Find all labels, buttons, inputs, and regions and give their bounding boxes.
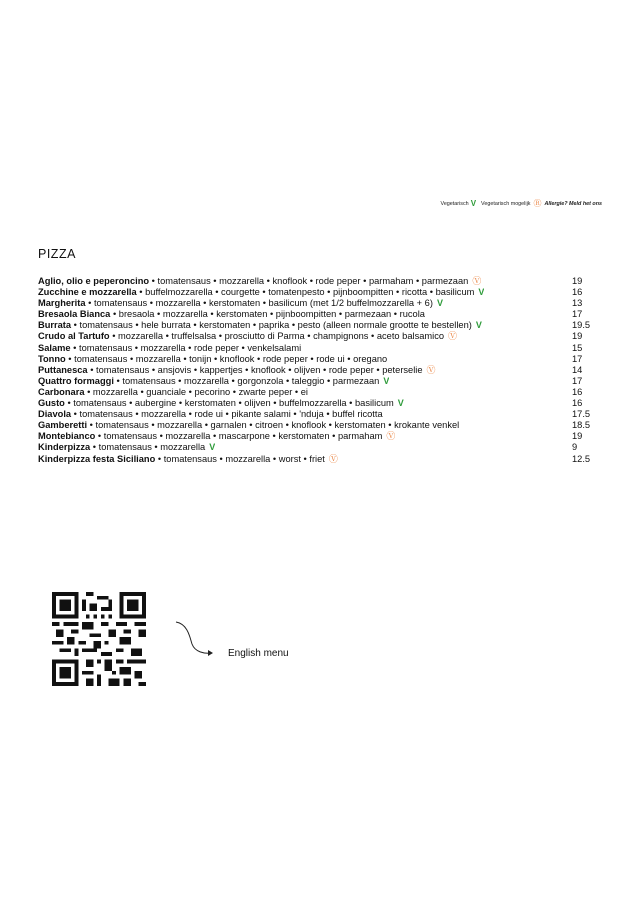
menu-item-price: 16 [572, 386, 583, 397]
menu-item-name: Salame [38, 342, 71, 353]
vegetarian-icon: V [436, 298, 443, 309]
menu-item-name: Diavola [38, 409, 72, 420]
menu-item-description: Tonno • tomatensaus • mozzarella • tonijn • knoflook • rode peper • rode ui • oregano [38, 353, 388, 364]
legend-allergy: Allergie? Meld het ons [544, 200, 602, 207]
menu-item-name: Crudo al Tartufo [38, 331, 110, 342]
menu-item-name: Kinderpizza festa Siciliano [38, 453, 156, 464]
vegetarian-option-icon: Ⓥ [386, 431, 396, 442]
menu-item-description: Quattro formaggi • tomatensaus • mozzarella • gorgonzola • taleggio • parmezaan V [38, 375, 390, 386]
menu-item-ingredients: tomatensaus • mozzarella • worst • friet [163, 453, 325, 464]
menu-item-description: Aglio, olio e peperoncino • tomatensaus • mozzarella • knoflook • rode peper • parmaham • parmezaan Ⓥ [38, 276, 482, 286]
menu-item [38, 320, 602, 331]
arrow-icon [174, 620, 218, 660]
menu-item [38, 276, 602, 287]
qr-code-icon[interactable] [52, 592, 146, 686]
menu-item-description: Carbonara • mozzarella • guanciale • pecorino • zwarte peper • ei [38, 386, 308, 397]
legend-vegetarian: Vegetarisch [440, 200, 469, 207]
menu-item-name: Aglio, olio e peperoncino [38, 276, 150, 286]
menu-item-ingredients: mozzarella • truffelsalsa • prosciutto di Parma • champignons • aceto balsamico [118, 331, 445, 342]
menu-item-price: 18.5 [572, 420, 591, 431]
menu-item-name: Tonno [38, 353, 66, 364]
menu-item-description: Bresaola Bianca • bresaola • mozzarella • kerstomaten • pijnboompitten • parmezaan • rucola [38, 309, 425, 320]
menu-item [38, 442, 602, 453]
menu-item-name: Bresaola Bianca [38, 309, 111, 320]
menu-item-ingredients: tomatensaus • mozzarella • knoflook • rode peper • parmaham • parmezaan [157, 276, 469, 286]
menu-item [38, 309, 602, 320]
vegetarian-option-icon: Ⓡ [533, 199, 542, 208]
menu-item-price: 17 [572, 375, 583, 386]
section-title: PIZZA [38, 247, 76, 261]
menu-item-name: Gusto [38, 398, 65, 409]
menu-item-price: 19.5 [572, 320, 591, 331]
vegetarian-icon: V [470, 199, 477, 208]
vegetarian-icon: V [383, 375, 390, 386]
menu-item-description: Gamberetti • tomatensaus • mozzarella • garnalen • citroen • knoflook • kerstomaten • krokante venkel [38, 420, 460, 431]
menu-item-description: Zucchine e mozzarella • buffelmozzarella • courgette • tomatenpesto • pijnboompitten • ricotta • basilicum V [38, 287, 485, 298]
menu-item-ingredients: tomatensaus • mozzarella • rode ui • pikante salami • 'nduja • buffel ricotta [79, 409, 383, 420]
vegetarian-option-icon: Ⓥ [328, 453, 338, 464]
legend-vegetarian-option: Vegetarisch mogelijk [481, 200, 531, 207]
menu-item-name: Carbonara [38, 386, 85, 397]
vegetarian-option-icon: Ⓥ [426, 364, 436, 375]
menu-item-ingredients: tomatensaus • mozzarella [98, 442, 206, 453]
menu-item-ingredients: bresaola • mozzarella • kerstomaten • pijnboompitten • parmezaan • rucola [118, 309, 425, 320]
menu-item [38, 431, 602, 442]
menu-list [38, 276, 602, 465]
vegetarian-option-icon: Ⓥ [472, 276, 482, 286]
menu-item-price: 19 [572, 431, 583, 442]
menu-item-price: 17 [572, 353, 583, 364]
vegetarian-icon: V [397, 398, 404, 409]
menu-item-price: 16 [572, 398, 583, 409]
menu-item-description: Diavola • tomatensaus • mozzarella • rode ui • pikante salami • 'nduja • buffel ricotta [38, 409, 383, 420]
menu-item-description: Kinderpizza festa Siciliano • tomatensaus • mozzarella • worst • friet Ⓥ [38, 453, 338, 464]
menu-item-ingredients: tomatensaus • mozzarella • kerstomaten • basilicum (met 1/2 buffelmozzarella + 6) [93, 298, 433, 309]
menu-item-name: Margherita [38, 298, 86, 309]
menu-item [38, 409, 602, 420]
menu-item [38, 454, 602, 465]
menu-item [38, 354, 602, 365]
menu-item-price: 14 [572, 364, 583, 375]
menu-item-description: Puttanesca • tomatensaus • ansjovis • kappertjes • knoflook • olijven • rode peper • peterselie Ⓥ [38, 364, 436, 375]
menu-item-ingredients: tomatensaus • mozzarella • garnalen • citroen • knoflook • kerstomaten • krokante venkel [95, 420, 460, 431]
menu-item-ingredients: buffelmozzarella • courgette • tomatenpesto • pijnboompitten • ricotta • basilicum [145, 287, 475, 298]
menu-item [38, 365, 602, 376]
menu-item [38, 343, 602, 354]
menu-item-name: Zucchine e mozzarella [38, 287, 137, 298]
legend [441, 198, 602, 209]
menu-item-name: Puttanesca [38, 364, 88, 375]
menu-item [38, 376, 602, 387]
menu-item-price: 13 [572, 298, 583, 309]
menu-item [38, 287, 602, 298]
menu-item [38, 331, 602, 342]
menu-item-name: Burrata [38, 320, 72, 331]
menu-item-name: Kinderpizza [38, 442, 91, 453]
menu-item [38, 298, 602, 309]
menu-item-description: Salame • tomatensaus • mozzarella • rode peper • venkelsalami [38, 342, 302, 353]
menu-item-price: 17 [572, 309, 583, 320]
menu-item-name: Gamberetti [38, 420, 88, 431]
menu-item-ingredients: tomatensaus • aubergine • kerstomaten • olijven • buffelmozzarella • basilicum [73, 398, 394, 409]
menu-item-ingredients: tomatensaus • mozzarella • mascarpone • kerstomaten • parmaham [103, 431, 383, 442]
menu-item-ingredients: tomatensaus • hele burrata • kerstomaten • paprika • pesto (alleen normale grootte te bestellen) [79, 320, 472, 331]
menu-item-price: 17.5 [572, 409, 591, 420]
menu-item-ingredients: tomatensaus • mozzarella • rode peper • venkelsalami [78, 342, 302, 353]
vegetarian-icon: V [209, 442, 216, 453]
menu-item-name: Montebianco [38, 431, 96, 442]
menu-item-description: Kinderpizza • tomatensaus • mozzarella V [38, 442, 216, 453]
menu-item [38, 420, 602, 431]
menu-item-description: Burrata • tomatensaus • hele burrata • kerstomaten • paprika • pesto (alleen normale grootte te bestellen) V [38, 320, 482, 331]
menu-item-description: Crudo al Tartufo • mozzarella • truffelsalsa • prosciutto di Parma • champignons • aceto balsamico Ⓥ [38, 331, 458, 342]
menu-item-ingredients: tomatensaus • mozzarella • gorgonzola • taleggio • parmezaan [122, 375, 380, 386]
vegetarian-icon: V [478, 287, 485, 298]
menu-item [38, 387, 602, 398]
menu-item-price: 16 [572, 287, 583, 298]
menu-item-ingredients: tomatensaus • mozzarella • tonijn • knoflook • rode peper • rode ui • oregano [74, 353, 388, 364]
menu-item-ingredients: mozzarella • guanciale • pecorino • zwarte peper • ei [92, 386, 308, 397]
menu-item-ingredients: tomatensaus • ansjovis • kappertjes • knoflook • olijven • rode peper • peterselie [96, 364, 423, 375]
menu-item-price: 9 [572, 442, 578, 453]
menu-item-price: 12.5 [572, 453, 591, 464]
menu-item-description: Montebianco • tomatensaus • mozzarella • mascarpone • kerstomaten • parmaham Ⓥ [38, 431, 396, 442]
menu-item [38, 398, 602, 409]
menu-item-description: Gusto • tomatensaus • aubergine • kerstomaten • olijven • buffelmozzarella • basilicum V [38, 398, 404, 409]
menu-item-name: Quattro formaggi [38, 375, 114, 386]
menu-item-description: Margherita • tomatensaus • mozzarella • kerstomaten • basilicum (met 1/2 buffelmozzarella + 6) V [38, 298, 443, 309]
vegetarian-icon: V [475, 320, 482, 331]
vegetarian-option-icon: Ⓥ [448, 331, 458, 342]
english-menu-link[interactable]: English menu [228, 648, 289, 659]
menu-item-price: 15 [572, 342, 583, 353]
menu-item-price: 19 [572, 276, 583, 286]
menu-item-price: 19 [572, 331, 583, 342]
